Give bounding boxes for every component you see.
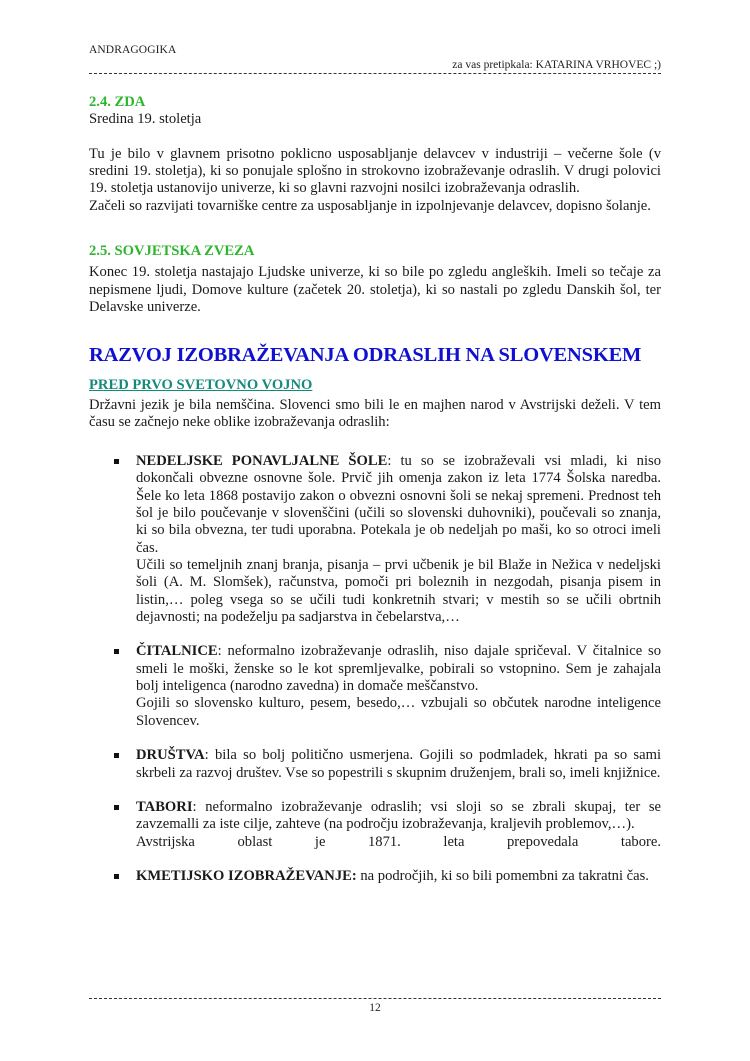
paragraph-zda-2: Začeli so razvijati tovarniške centre za usposabljanje in izpolnjevanje delavcev, dopisno šolanje. [89,197,651,214]
list-item-text-continued: Učili so temeljnih znanj branja, pisanja – prvi učbenik je bil Blaže in Nežica v nedeljski šoli (A. M. Slomšek), računstva, pomoči pri boleznih in nezgodah, pisanja pisem in listin,… poleg vsega so se učili tudi konkretnih stvari; v mestih so se učili obrtnih dejavnosti; na podeželju pa sadjarstva in čebelarstva,… [136,556,661,625]
document-body [89,94,661,903]
paragraph-zda-1: Tu je bilo v glavnem prisotno poklicno usposabljanje delavcev v industriji – večerne šole (v sredini 19. stoletja), ki so ponujale splošno in strokovno izobraževanje odraslih. V drugi polovici 19. stoletja ustanovijo univerze, ki so glavni razvojni nosilci izobraževanja odraslih. [89,145,661,197]
paragraph-ussr: Konec 19. stoletja nastajajo Ljudske univerze, ki so bile po zgledu angleških. Imeli so tečaje za nepismene ljudi, Domove kulture (začetek 20. stoletja), ki so nastali po zgledu Danskih šol, ter Delavske univerze. [89,264,661,315]
paragraph-pre-ww1-intro: Državni jezik je bila nemščina. Slovenci smo bili le en majhen narod v Avstrijski deželi. V tem času se začnejo neke oblike izobraževanja odraslih: [89,396,661,430]
list-item-text: : bila so bolj politično usmerjena. Gojili so podmladek, hkrati pa so sami skrbeli za razvoj društev. Vse so popestrili s skupnim druženjem, brali so, imeli knjižnice. [136,747,661,781]
list-item-text: : neformalno izobraževanje odraslih; vsi sloji so se zbrali skupaj, ter se zavzemalli za iste cilje, zahteve (na področju izobraževanja, kraljevih problemov,…). [136,799,661,833]
square-bullet-icon [114,459,119,464]
list-item-text: na področjih, ki so bili pomembni za takratni čas. [356,868,649,885]
list-item [136,747,661,782]
square-bullet-icon [114,753,119,758]
page-number: 12 [369,1002,381,1014]
education-forms-list [89,453,661,885]
list-item [136,799,661,851]
list-item-text: : neformalno izobraževanje odraslih, niso dajale spričeval. V čitalnice so smeli le moški, ženske so le kot spremljevalke, pobirali so vstopnino. Sem je zahajala bolj inteligenca (narodno zavedna) in domače meščanstvo. [136,643,661,695]
section-heading-pre-ww1: PRED PRVO SVETOVNO VOJNO [89,377,313,394]
header-author-note: za vas pretipkala: KATARINA VRHOVEC ;) [89,59,661,74]
list-item-term: DRUŠTVA [136,747,205,764]
list-item [136,453,661,626]
page-header [89,44,661,74]
list-item [136,868,661,885]
section-heading-zda: 2.4. ZDA [89,94,146,110]
page-footer [89,998,661,1014]
list-item-text-continued: Gojili so slovensko kulturo, pesem, besedo,… vzbujali so občutek narodne inteligence Slovencev. [136,695,661,729]
list-item-term: TABORI [136,799,193,816]
square-bullet-icon [114,649,119,654]
square-bullet-icon [114,805,119,810]
section-subtitle-zda: Sredina 19. stoletja [89,111,202,128]
main-heading: RAZVOJ IZOBRAŽEVANJA ODRASLIH NA SLOVENSKEM [89,344,642,367]
header-course-title: ANDRAGOGIKA [89,44,177,56]
list-item-term: NEDELJSKE PONAVLJALNE ŠOLE [136,453,388,470]
list-item [136,643,661,729]
list-item-term: ČITALNICE [136,643,218,660]
list-item-text: : tu so se izobraževali vsi mladi, ki niso dokončali obvezne osnovne šole. Prvič jih omenja zakon iz leta 1774 Šolska naredba. Šele ko leta 1868 postavijo zakon o obvezni osnovni šoli se nekaj spremeni. Prednost teh šol je bilo poučevanje v slovenščini (učili so slovenski duhovniki), poučevali so znanja, ki so bila obvezna, ter tudi uporabna. Potekala je ob nedeljah po maši, ko so otroci imeli čas. [136,453,662,556]
list-item-term: KMETIJSKO IZOBRAŽEVANJE: [136,868,357,885]
list-item-text-continued: Avstrijska oblast je 1871. leta prepovedala tabore. [136,833,661,850]
square-bullet-icon [114,874,119,879]
section-heading-ussr: 2.5. SOVJETSKA ZVEZA [89,243,255,260]
